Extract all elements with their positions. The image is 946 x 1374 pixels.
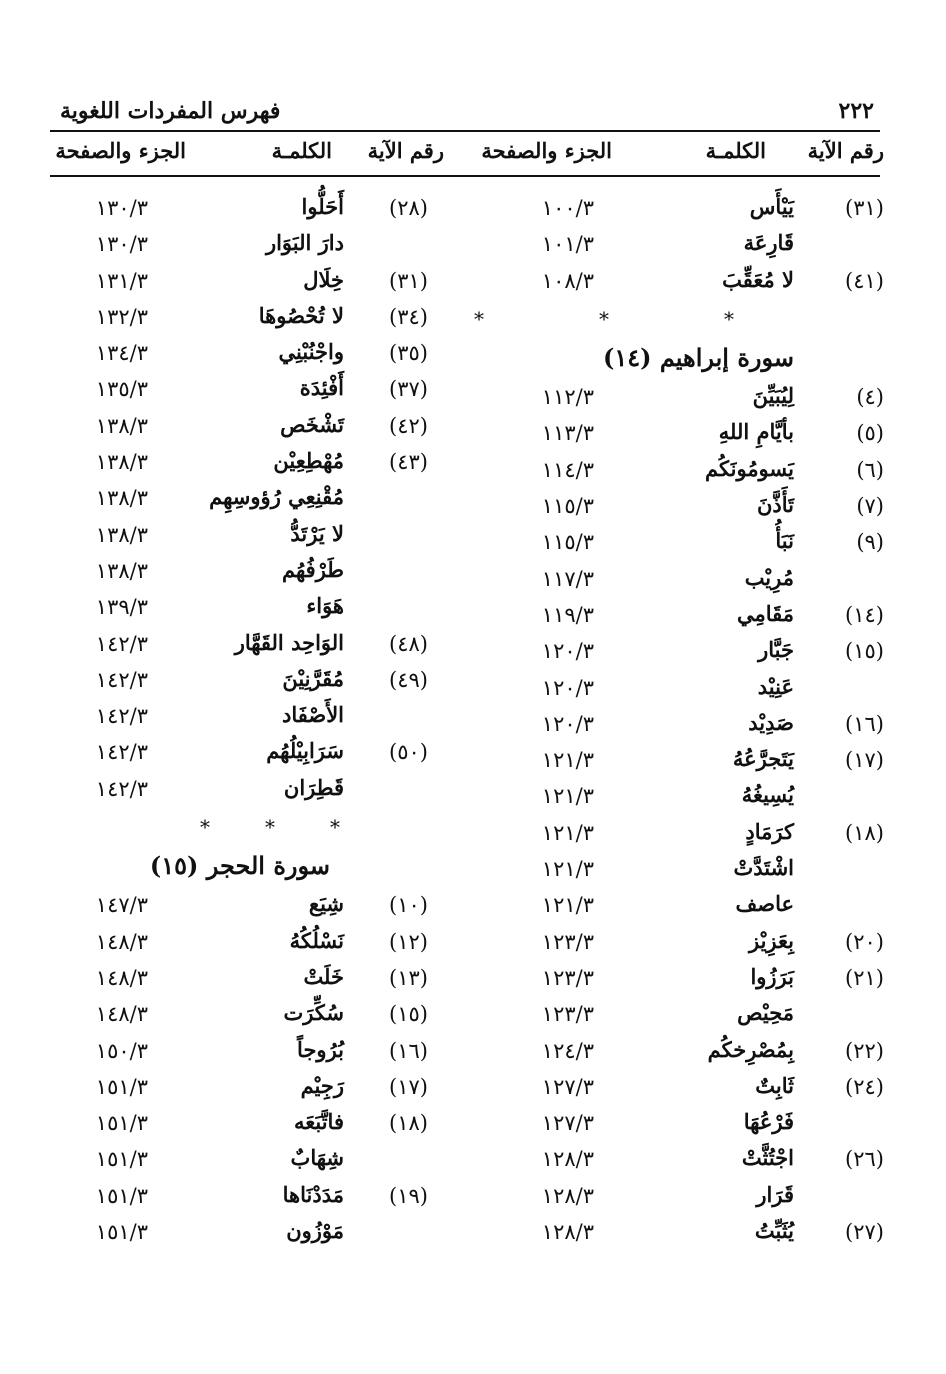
vocabulary-word: مَحِيْص [737, 1000, 794, 1026]
vocabulary-word: شِهَابٌ [290, 1145, 344, 1171]
volume-page-ref: ١٣٨/٣ [95, 413, 148, 438]
volume-page-ref: ١٢١/٣ [541, 893, 594, 918]
index-entry [466, 599, 884, 635]
vocabulary-word: طَرْفُهُم [282, 556, 344, 582]
ayah-number: (١٨) [845, 820, 884, 845]
volume-page-ref: ١٢٣/٣ [541, 929, 594, 954]
index-entry [466, 1143, 884, 1179]
index-entry [466, 998, 884, 1034]
asterisk-separator: * * * [474, 306, 734, 331]
volume-page-ref: ١١٧/٣ [541, 566, 594, 591]
index-entry [50, 301, 470, 337]
volume-page-ref: ١٣٨/٣ [95, 558, 148, 583]
volume-page-ref: ١٢٠/٣ [541, 639, 594, 664]
ayah-number: (١٧) [845, 748, 884, 773]
ayah-number: (٤٣) [389, 450, 428, 475]
volume-page-ref: ١٤٨/٣ [95, 965, 148, 990]
vocabulary-word: مُرِيْب [744, 564, 794, 590]
index-entry [50, 962, 470, 998]
vocabulary-word: نَبَأُ [775, 528, 794, 554]
vocabulary-word: الأَصْفَاد [281, 702, 344, 728]
vocabulary-word: بِمُصْرِخكُم [707, 1036, 794, 1062]
section-separator [466, 301, 884, 337]
ayah-number: (٣٤) [389, 304, 428, 329]
ayah-number: (١٦) [845, 711, 884, 736]
index-entry [466, 853, 884, 889]
index-entry [50, 482, 470, 518]
vocabulary-word: سَرَابِيْلُهُم [266, 738, 344, 764]
sura-heading [466, 337, 884, 381]
volume-page-ref: ١٣٤/٣ [95, 341, 148, 366]
index-entry [50, 628, 470, 664]
vocabulary-word: واجْنُبْنِي [278, 339, 344, 365]
vocabulary-word: عاصف [735, 891, 794, 917]
header-word-left: الكلمـة [271, 138, 332, 163]
vocabulary-word: فَرْعُهَا [743, 1109, 794, 1135]
ayah-number: (١٨) [389, 1111, 428, 1136]
index-entry [466, 381, 884, 417]
vocabulary-word: أَفْئِدَة [299, 375, 344, 401]
vocabulary-word: مَدَدْنَاها [282, 1181, 344, 1207]
ayah-number: (١٣) [389, 965, 428, 990]
index-entry [50, 664, 470, 700]
vocabulary-word: سُكِّرَت [283, 1000, 344, 1026]
ayah-number: (١٦) [389, 1038, 428, 1063]
index-entry [50, 265, 470, 301]
volume-page-ref: ١٤٢/٣ [95, 667, 148, 692]
index-entry [466, 926, 884, 962]
index-entry [50, 228, 470, 264]
volume-page-ref: ١٢٣/٣ [541, 965, 594, 990]
index-entry [466, 265, 884, 301]
index-entry [466, 744, 884, 780]
ayah-number: (٢٨) [389, 196, 428, 220]
vocabulary-word: هَوَاء [306, 593, 344, 619]
vocabulary-word: بِعَزِيْز [749, 927, 794, 953]
vocabulary-word: أَحَلُّوا [301, 194, 344, 219]
volume-page-ref: ١٢١/٣ [541, 748, 594, 773]
sura-title: سورة الحجر (١٥) [149, 851, 330, 881]
vocabulary-word: شِيَع [308, 891, 344, 917]
volume-page-ref: ١٠٨/٣ [541, 268, 594, 293]
index-entry [466, 490, 884, 526]
index-entry [50, 519, 470, 555]
vocabulary-word: لا مُعَقِّبَ [722, 266, 794, 292]
volume-page-ref: ١٥١/٣ [95, 1111, 148, 1136]
header-ayah-left: رقم الآية [367, 138, 444, 163]
index-entry [466, 1107, 884, 1143]
index-entry [466, 962, 884, 998]
header-ref-right: الجزء والصفحة [481, 138, 612, 163]
ayah-number: (٢٧) [845, 1220, 884, 1245]
volume-page-ref: ١٤٧/٣ [95, 893, 148, 918]
ayah-number: (٥) [856, 421, 884, 446]
vocabulary-word: بأيَّامِ اللهِ [718, 419, 794, 445]
vocabulary-word: عَنِيْد [757, 673, 794, 699]
index-entry [466, 672, 884, 708]
index-entry [50, 926, 470, 962]
vocabulary-word: تَشْخَص [280, 411, 344, 437]
header-word-right: الكلمـة [705, 138, 766, 163]
header-ref-left: الجزء والصفحة [55, 138, 186, 163]
ayah-number: (٥٠) [389, 740, 428, 765]
ayah-number: (٣١) [845, 196, 884, 220]
vocabulary-word: خِلَال [303, 266, 344, 292]
volume-page-ref: ١٣٩/٣ [95, 595, 148, 620]
volume-page-ref: ١٢٣/٣ [541, 1002, 594, 1027]
vocabulary-word: لِيُبَيِّنَ [752, 383, 794, 409]
vocabulary-word: مُهْطِعِيْن [273, 448, 344, 474]
index-entry [466, 1216, 884, 1252]
volume-page-ref: ١٥٠/٣ [95, 1038, 148, 1063]
index-entry [466, 1180, 884, 1216]
index-entry [50, 773, 470, 809]
ayah-number: (١٧) [389, 1074, 428, 1099]
vocabulary-word: الوَاحِد القَهَّار [234, 629, 344, 655]
ayah-number: (١٥) [389, 1002, 428, 1027]
ayah-number: (١٤) [845, 602, 884, 627]
volume-page-ref: ١٢١/٣ [541, 857, 594, 882]
volume-page-ref: ١٣٠/٣ [95, 196, 148, 220]
index-entry [50, 736, 470, 772]
vocabulary-word: يَسومُونَكُم [705, 455, 794, 481]
vocabulary-word: يَتَجرَّعُهُ [732, 746, 794, 772]
volume-page-ref: ١٤٨/٣ [95, 929, 148, 954]
vocabulary-word: مَوْزُون [286, 1218, 344, 1244]
index-entry [50, 889, 470, 925]
index-entry [50, 700, 470, 736]
index-entry [50, 1071, 470, 1107]
vocabulary-word: قَرَار [756, 1181, 794, 1207]
volume-page-ref: ١١٣/٣ [541, 421, 594, 446]
sura-title: سورة إبراهيم (١٤) [602, 343, 794, 373]
volume-page-ref: ١٣٨/٣ [95, 450, 148, 475]
index-column-left [50, 192, 470, 1272]
vocabulary-word: خَلَتْ [303, 963, 344, 989]
vocabulary-word: نَسْلُكُهُ [289, 927, 344, 953]
index-entry [466, 454, 884, 490]
volume-page-ref: ١٥١/٣ [95, 1147, 148, 1172]
index-entry [466, 817, 884, 853]
volume-page-ref: ١٥١/٣ [95, 1074, 148, 1099]
index-entry [466, 1071, 884, 1107]
volume-page-ref: ١٢٨/٣ [541, 1220, 594, 1245]
ayah-number: (٦) [856, 457, 884, 482]
index-entry [50, 1180, 470, 1216]
index-entry [50, 373, 470, 409]
index-entry [50, 555, 470, 591]
volume-page-ref: ١٣٠/٣ [95, 232, 148, 257]
ayah-number: (٢٠) [845, 929, 884, 954]
volume-page-ref: ١١٩/٣ [541, 602, 594, 627]
ayah-number: (٣١) [389, 268, 428, 293]
vocabulary-word: ثَابِتٌ [755, 1072, 794, 1098]
index-entry [466, 889, 884, 925]
volume-page-ref: ١٣٢/٣ [95, 304, 148, 329]
running-title: فهرس المفردات اللغوية [60, 98, 281, 124]
vocabulary-word: مُقَرَّنِيْنَ [282, 665, 344, 691]
ayah-number: (٢٦) [845, 1147, 884, 1172]
ayah-number: (٤٢) [389, 413, 428, 438]
vocabulary-word: صَدِيْد [748, 709, 794, 735]
page-number: ٢٢٢ [838, 98, 874, 124]
index-entry [50, 337, 470, 373]
volume-page-ref: ١١٤/٣ [541, 457, 594, 482]
ayah-number: (٢٢) [845, 1038, 884, 1063]
volume-page-ref: ١١٢/٣ [541, 385, 594, 410]
index-entry [466, 526, 884, 562]
ayah-number: (٢١) [845, 965, 884, 990]
vocabulary-word: جَبَّار [758, 637, 794, 663]
index-entry [50, 446, 470, 482]
index-entry [466, 563, 884, 599]
vocabulary-word: يُسِيغُهُ [741, 782, 794, 808]
ayah-number: (١٥) [845, 639, 884, 664]
volume-page-ref: ١٥١/٣ [95, 1183, 148, 1208]
volume-page-ref: ١٢٠/٣ [541, 675, 594, 700]
ayah-number: (٤) [856, 385, 884, 410]
volume-page-ref: ١٤٢/٣ [95, 704, 148, 729]
index-entry [50, 192, 470, 228]
vocabulary-word: اشْتَدَّتْ [733, 855, 794, 881]
vocabulary-word: تَأَذَّنَ [756, 492, 794, 518]
volume-page-ref: ١٣٥/٣ [95, 377, 148, 402]
index-entry [50, 998, 470, 1034]
volume-page-ref: ١٣٨/٣ [95, 486, 148, 511]
vocabulary-word: لا يَرْتَدُّ [290, 520, 344, 546]
volume-page-ref: ١٢١/٣ [541, 820, 594, 845]
index-entry [466, 708, 884, 744]
volume-page-ref: ١٢٨/٣ [541, 1147, 594, 1172]
ayah-number: (٧) [856, 494, 884, 519]
vocabulary-word: قَطِرَان [283, 774, 344, 800]
ayah-number: (٩) [856, 530, 884, 555]
section-separator [50, 809, 470, 845]
vocabulary-word: مُقْنِعِي رُؤوسِهِم [209, 484, 344, 510]
ayah-number: (١٠) [389, 893, 428, 918]
vocabulary-word: مَقَامِي [736, 600, 794, 626]
index-entry [50, 1216, 470, 1252]
volume-page-ref: ١٢٧/٣ [541, 1074, 594, 1099]
ayah-number: (٤٩) [389, 667, 428, 692]
vocabulary-word: يَيْأَس [749, 194, 794, 219]
ayah-number: (٤١) [845, 268, 884, 293]
vocabulary-word: دارَ البَوَار [265, 230, 344, 256]
volume-page-ref: ١٢٧/٣ [541, 1111, 594, 1136]
vocabulary-word: قَارِعَة [743, 230, 794, 256]
index-entry [50, 1107, 470, 1143]
volume-page-ref: ١٣٨/٣ [95, 522, 148, 547]
sura-heading [50, 845, 470, 889]
volume-page-ref: ١٤٢/٣ [95, 631, 148, 656]
volume-page-ref: ١٤٨/٣ [95, 1002, 148, 1027]
volume-page-ref: ١٢٨/٣ [541, 1183, 594, 1208]
volume-page-ref: ١٣١/٣ [95, 268, 148, 293]
index-entry [466, 1035, 884, 1071]
index-entry [466, 635, 884, 671]
vocabulary-word: اجْتُثَّتْ [741, 1145, 794, 1171]
volume-page-ref: ١٢٤/٣ [541, 1038, 594, 1063]
volume-page-ref: ١١٥/٣ [541, 494, 594, 519]
volume-page-ref: ١٥١/٣ [95, 1220, 148, 1245]
ayah-number: (٢٤) [845, 1074, 884, 1099]
volume-page-ref: ١٢٠/٣ [541, 711, 594, 736]
vocabulary-word: بُرُوجاً [297, 1036, 344, 1062]
header-rule [50, 130, 880, 132]
volume-page-ref: ١٤٢/٣ [95, 776, 148, 801]
index-entry [50, 591, 470, 627]
index-entry [50, 410, 470, 446]
ayah-number: (٤٨) [389, 631, 428, 656]
vocabulary-word: بَرَزُوا [750, 963, 794, 989]
vocabulary-word: رَجِيْم [300, 1072, 344, 1098]
asterisk-separator: * * * [200, 815, 340, 840]
ayah-number: (١٢) [389, 929, 428, 954]
ayah-number: (٣٧) [389, 377, 428, 402]
index-entry [466, 228, 884, 264]
ayah-number: (١٩) [389, 1183, 428, 1208]
volume-page-ref: ١٤٢/٣ [95, 740, 148, 765]
ayah-number: (٣٥) [389, 341, 428, 366]
vocabulary-word: يُثَبِّتُ [754, 1218, 794, 1244]
index-entry [50, 1143, 470, 1179]
column-header-rule [50, 175, 880, 177]
volume-page-ref: ١٠١/٣ [541, 232, 594, 257]
index-entry [466, 417, 884, 453]
volume-page-ref: ١٢١/٣ [541, 784, 594, 809]
header-ayah-right: رقم الآية [807, 138, 884, 163]
vocabulary-word: كرَمَادٍ [745, 818, 794, 844]
index-entry [466, 780, 884, 816]
vocabulary-word: لا تُحْصُوهَا [258, 302, 344, 328]
volume-page-ref: ١١٥/٣ [541, 530, 594, 555]
index-entry [466, 192, 884, 228]
volume-page-ref: ١٠٠/٣ [541, 196, 594, 220]
vocabulary-word: فاتَّبَعَه [293, 1109, 344, 1135]
index-column-right [466, 192, 884, 1272]
index-entry [50, 1035, 470, 1071]
